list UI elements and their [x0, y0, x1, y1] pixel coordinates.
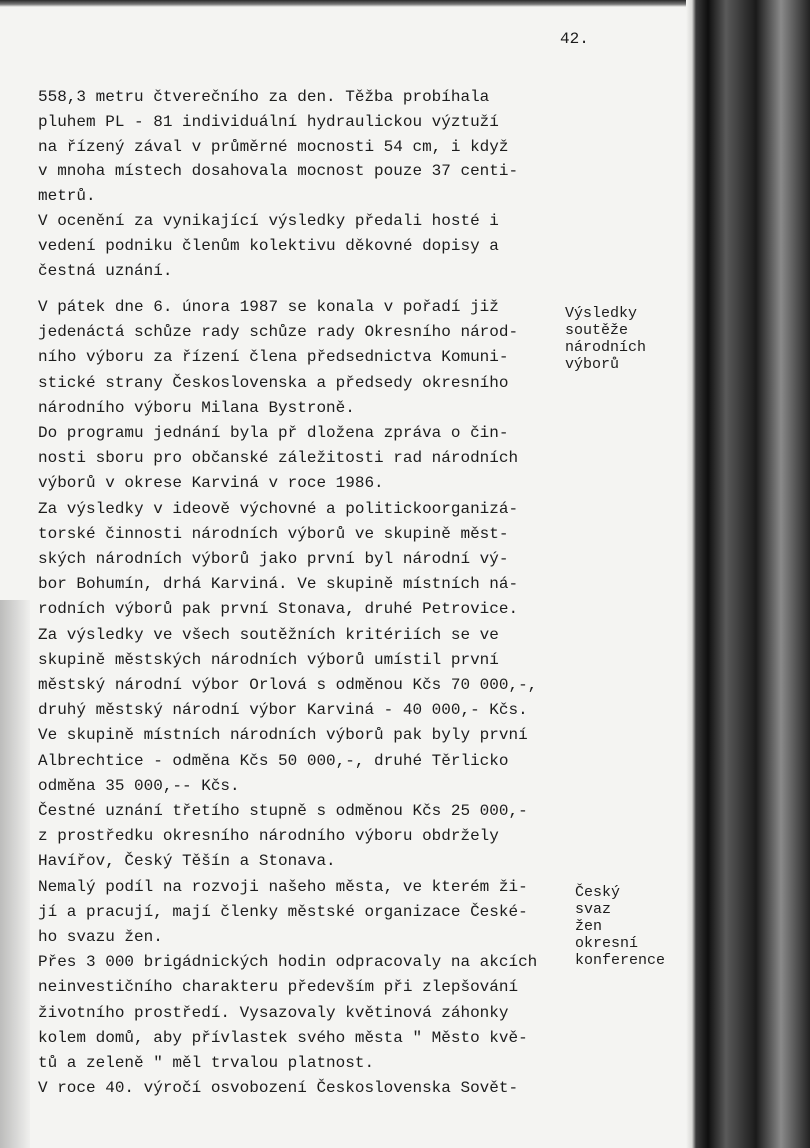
- text-line: okresní: [575, 935, 639, 952]
- text-line: žen: [575, 918, 603, 935]
- text-line: Za výsledky v ideově výchovné a politickoorganizá-: [38, 499, 519, 518]
- text-line: Výsledky: [565, 305, 638, 322]
- text-line: Do programu jednání byla př dložena zpráva o čin-: [38, 424, 509, 443]
- margin-note-competition-results: [565, 305, 646, 373]
- text-line: vedení podniku členům kolektivu děkovné dopisy a: [38, 236, 499, 255]
- text-line: z prostředku okresního národního výboru obdržely: [38, 827, 499, 846]
- text-line: bor Bohumín, drhá Karviná. Ve skupině místních ná-: [38, 575, 519, 594]
- text-line: tů a zeleně " měl trvalou platnost.: [38, 1054, 375, 1073]
- text-line: ního výboru za řízení člena předsednictva Komuni-: [38, 348, 509, 367]
- text-line: jedenáctá schůze rady schůze rady Okresního národ-: [38, 323, 519, 342]
- text-line: Albrechtice - odměna Kčs 50 000,-, druhé Těrlicko: [38, 751, 509, 770]
- scan-left-shadow: [0, 600, 30, 1148]
- text-line: soutěže: [565, 322, 629, 339]
- text-line: neinvestičního charakteru především při zlepšování: [38, 978, 519, 997]
- text-line: V pátek dne 6. února 1987 se konala v pořadí již: [38, 298, 499, 316]
- text-line: v mnoha místech dosahovala mocnost pouze 37 centi-: [38, 162, 519, 181]
- text-line: národního výboru Milana Bystroně.: [38, 398, 355, 417]
- text-line: městský národní výbor Orlová s odměnou Kčs 70 000,-,: [38, 676, 538, 695]
- text-line: rodních výborů pak první Stonava, druhé Petrovice.: [38, 600, 519, 619]
- text-line: metrů.: [38, 187, 96, 206]
- text-line: skupině městských národních výborů umístil první: [38, 650, 499, 669]
- text-line: pluhem PL - 81 individuální hydraulickou výztuží: [38, 112, 499, 131]
- text-line: Za výsledky ve všech soutěžních kritériích se ve: [38, 625, 499, 644]
- text-line: výborů v okrese Karviná v roce 1986.: [38, 474, 384, 493]
- text-line: stické strany Československa a předsedy okresního: [38, 373, 509, 392]
- text-line: 558,3 metru čtverečního za den. Těžba probíhala: [38, 88, 490, 106]
- margin-note-womens-union: [575, 884, 665, 969]
- text-line: Ve skupině místních národních výborů pak byly první: [38, 726, 528, 745]
- text-line: Český: [575, 884, 621, 901]
- text-line: Nemalý podíl na rozvoji našeho města, ve kterém ži-: [38, 877, 528, 896]
- text-line: národních: [565, 339, 647, 356]
- text-line: V roce 40. výročí osvobození Československa Sovět-: [38, 1079, 519, 1098]
- text-line: ho svazu žen.: [38, 928, 163, 947]
- text-line: konference: [575, 952, 666, 969]
- text-line: torské činnosti národních výborů ve skupině měst-: [38, 524, 509, 543]
- book-binding-shadow: [686, 0, 810, 1148]
- paragraph-mining-report: [38, 85, 518, 283]
- text-line: životního prostředí. Vysazovaly květinová záhonky: [38, 1003, 509, 1022]
- text-line: druhý městský národní výbor Karviná - 40 000,- Kčs.: [38, 701, 528, 720]
- page-number: 42.: [560, 30, 589, 48]
- text-line: nosti sboru pro občanské záležitosti rad národních: [38, 449, 519, 468]
- text-line: kolem domů, aby přívlastek svého města " Město kvě-: [38, 1028, 528, 1047]
- text-line: Čestné uznání třetího stupně s odměnou Kčs 25 000,-: [38, 802, 528, 821]
- text-line: V ocenění za vynikající výsledky předali hosté i: [38, 211, 499, 230]
- text-line: svaz: [575, 901, 612, 918]
- paragraph-national-committees: [38, 295, 537, 1102]
- text-line: Přes 3 000 brigádnických hodin odpracovaly na akcích: [38, 953, 538, 972]
- text-line: Havířov, Český Těšín a Stonava.: [38, 852, 336, 871]
- text-line: čestná uznání.: [38, 261, 173, 280]
- text-line: ských národních výborů jako první byl národní vý-: [38, 550, 509, 569]
- text-line: na řízený zával v průměrné mocnosti 54 cm, i když: [38, 137, 509, 156]
- text-line: jí a pracují, mají členky městské organizace České-: [38, 902, 528, 921]
- text-line: výborů: [565, 356, 620, 373]
- text-line: odměna 35 000,-- Kčs.: [38, 776, 240, 795]
